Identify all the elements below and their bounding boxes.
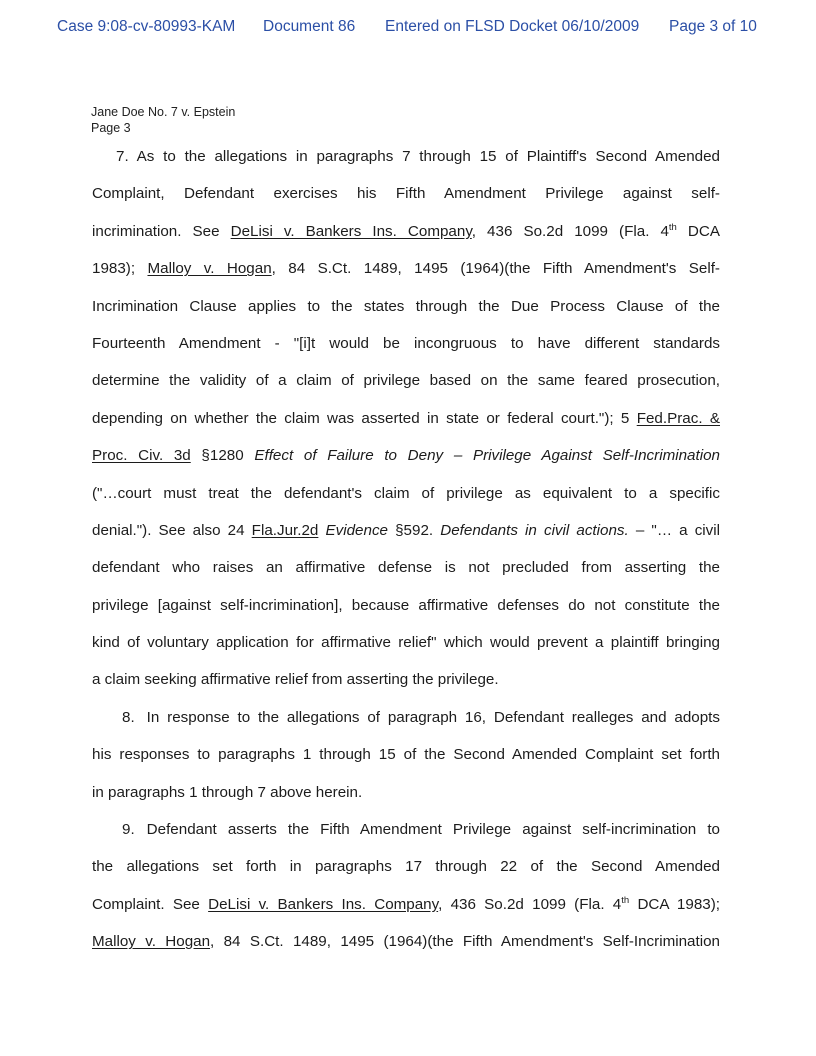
case-number: Case 9:08-cv-80993-KAM bbox=[57, 18, 236, 35]
paragraph-9-line: 9. Defendant asserts the Fifth Amendment Privilege against self-incrimination to bbox=[122, 821, 720, 839]
treatise-citation: Fla.Jur.2d bbox=[251, 521, 319, 539]
paragraph-8-line: 8. In response to the allegations of paragraph 16, Defendant realleges and adopts bbox=[122, 708, 720, 726]
case-citation: Malloy v. Hogan bbox=[147, 260, 272, 278]
treatise-citation: Fed.Prac. & bbox=[636, 409, 720, 427]
paragraph-9-line: Malloy v. Hogan, 84 S.Ct. 1489, 1495 (1964)(the Fifth Amendment's Self-Incrimination bbox=[92, 933, 720, 951]
paragraph-8-line: his responses to paragraphs 1 through 15 of the Second Amended Complaint set forth bbox=[92, 746, 720, 764]
paragraph-7-line: ("…court must treat the defendant's claim of privilege as equivalent to a specific bbox=[92, 484, 720, 502]
paragraph-7-line: kind of voluntary application for affirmative relief" which would prevent a plaintiff bringing bbox=[92, 634, 720, 652]
case-caption bbox=[91, 104, 235, 136]
docket-entry: Entered on FLSD Docket 06/10/2009 bbox=[385, 18, 640, 35]
paragraph-7-line: Fourteenth Amendment - "[i]t would be incongruous to have different standards bbox=[92, 334, 720, 352]
paragraph-7-line: defendant who raises an affirmative defense is not precluded from asserting the bbox=[92, 559, 720, 577]
case-citation: DeLisi v. Bankers Ins. Company bbox=[230, 222, 472, 240]
paragraph-7-line: Proc. Civ. 3d §1280 Effect of Failure to Deny – Privilege Against Self-Incrimination bbox=[92, 447, 720, 465]
caption-page: Page 3 bbox=[91, 121, 131, 135]
paragraph-7-line: determine the validity of a claim of privilege based on the same feared prosecution, bbox=[92, 372, 720, 390]
paragraph-7-line: Complaint, Defendant exercises his Fifth Amendment Privilege against self- bbox=[92, 185, 720, 203]
case-citation: DeLisi v. Bankers Ins. Company bbox=[208, 895, 439, 913]
document-number: Document 86 bbox=[263, 18, 356, 35]
paragraph-8-line: in paragraphs 1 through 7 above herein. bbox=[92, 783, 363, 801]
paragraph-9-line: the allegations set forth in paragraphs 17 through 22 of the Second Amended bbox=[92, 858, 720, 876]
paragraph-7-line: 1983); Malloy v. Hogan, 84 S.Ct. 1489, 1495 (1964)(the Fifth Amendment's Self- bbox=[92, 260, 720, 278]
paragraph-7-line: privilege [against self-incrimination], because affirmative defenses do not constitute the bbox=[92, 596, 720, 614]
paragraph-7-line: denial."). See also 24 Fla.Jur.2d Evidence §592. Defendants in civil actions. – "… a civil bbox=[92, 521, 720, 539]
document-body bbox=[92, 138, 720, 961]
paragraph-7-line: depending on whether the claim was asserted in state or federal court."); 5 Fed.Prac. & bbox=[92, 409, 720, 427]
treatise-citation: Proc. Civ. 3d bbox=[92, 447, 191, 465]
case-citation: Malloy v. Hogan bbox=[92, 933, 211, 951]
paragraph-7-line: a claim seeking affirmative relief from asserting the privilege. bbox=[92, 671, 499, 689]
page-count: Page 3 of 10 bbox=[669, 18, 757, 35]
paragraph-7-line: incrimination. See DeLisi v. Bankers Ins. Company, 436 So.2d 1099 (Fla. 4th DCA bbox=[92, 221, 720, 240]
caption-title: Jane Doe No. 7 v. Epstein bbox=[91, 105, 236, 119]
paragraph-7-line: Incrimination Clause applies to the states through the Due Process Clause of the bbox=[92, 297, 720, 315]
paragraph-7-line: 7. As to the allegations in paragraphs 7 through 15 of Plaintiff's Second Amended bbox=[116, 148, 720, 165]
paragraph-9-line: Complaint. See DeLisi v. Bankers Ins. Company, 436 So.2d 1099 (Fla. 4th DCA 1983); bbox=[92, 894, 720, 913]
